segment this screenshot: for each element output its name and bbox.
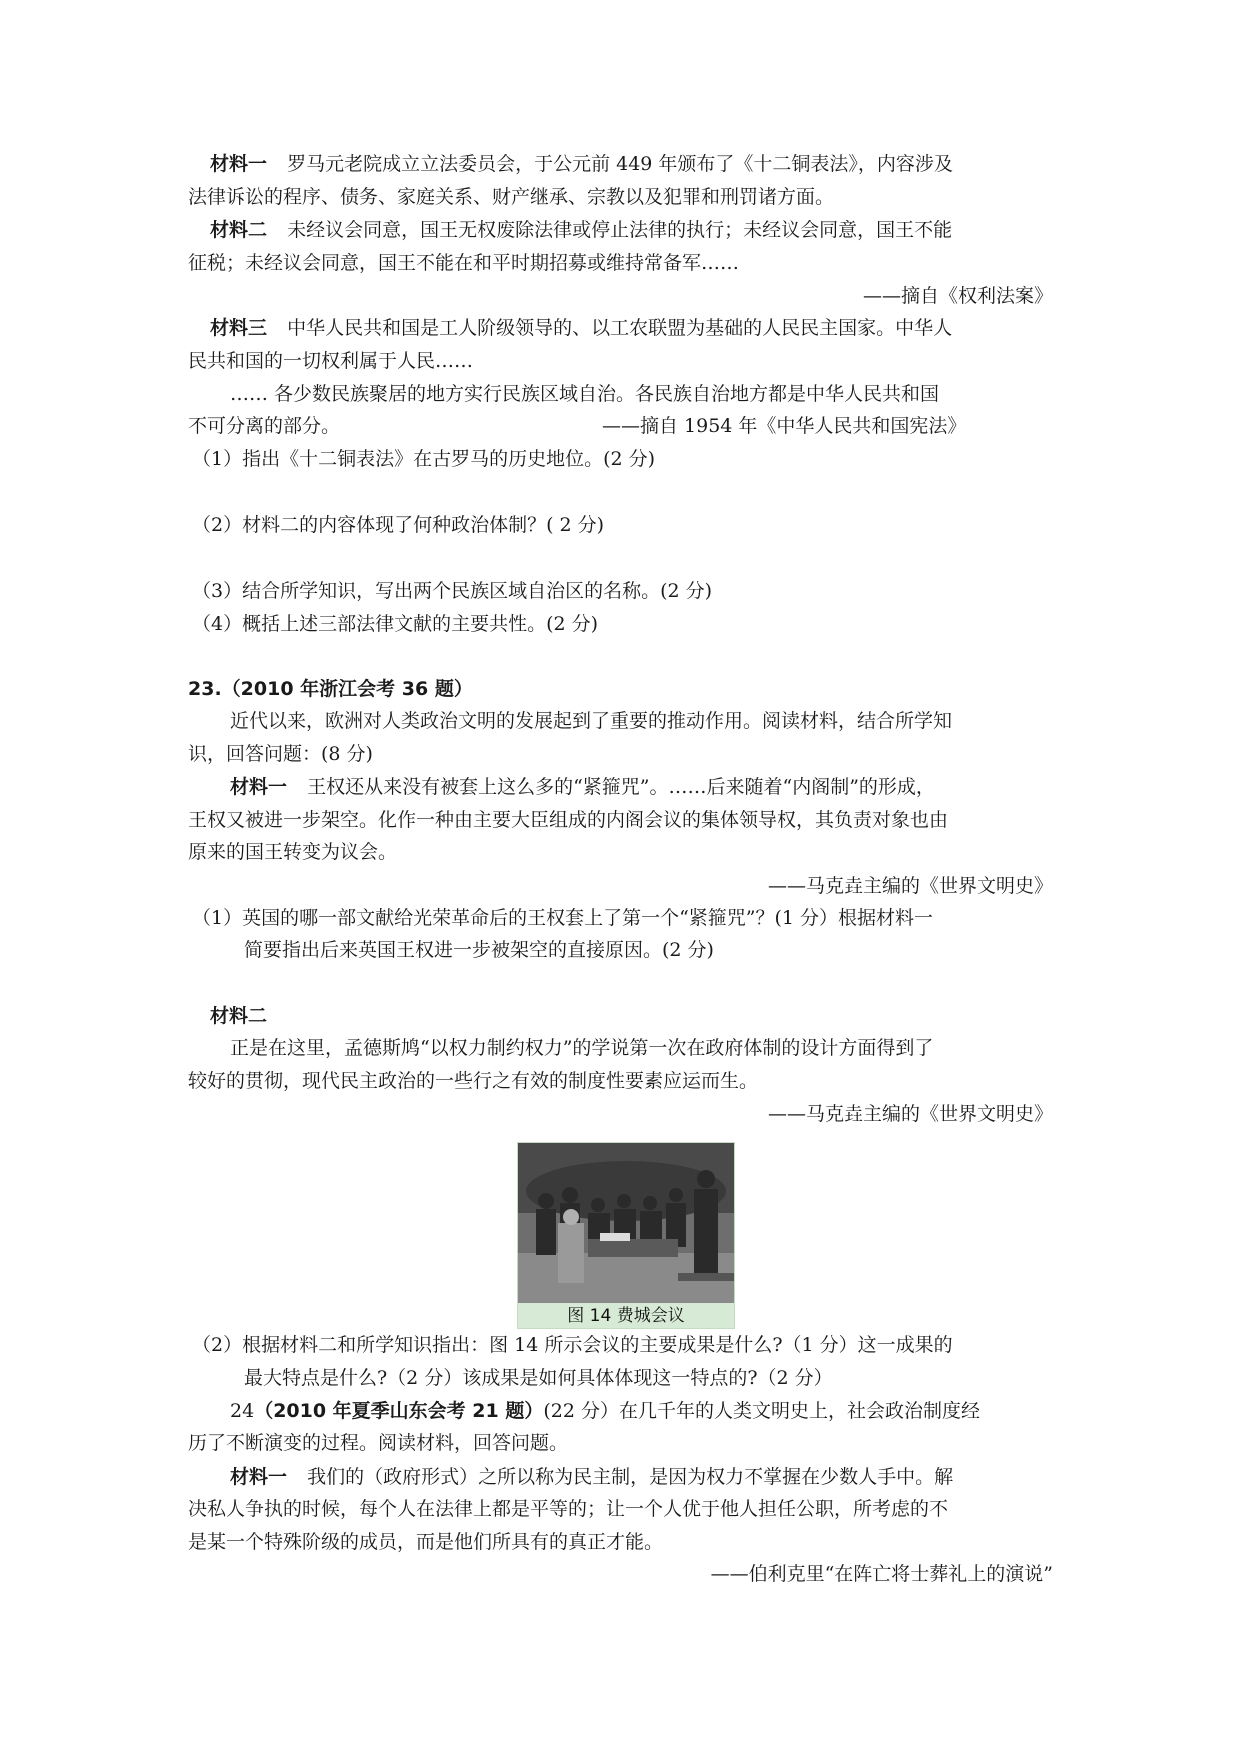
- material-text: 中华人民共和国是工人阶级领导的、以工农联盟为基础的人民民主国家。中华人: [287, 317, 953, 339]
- material-3-line-2: 民共和国的一切权利属于人民……: [188, 350, 474, 372]
- q24-material-1-source: ——伯利克里“在阵亡将士葬礼上的演说”: [710, 1563, 1053, 1585]
- question-23-intro-1: 近代以来，欧洲对人类政治文明的发展起到了重要的推动作用。阅读材料，结合所学知: [230, 710, 953, 732]
- material-3-line-4: 不可分离的部分。: [188, 415, 341, 437]
- philadelphia-convention-figure: [517, 1142, 735, 1329]
- question-23-heading: 23.（2010 年浙江会考 36 题）: [188, 678, 473, 700]
- question-3: （3）结合所学知识，写出两个民族区域自治区的名称。(2 分): [192, 580, 713, 602]
- material-label: 材料二: [210, 219, 268, 241]
- material-text: 我们的（政府形式）之所以称为民主制，是因为权力不掌握在少数人手中。解: [307, 1466, 954, 1488]
- material-label: 材料三: [210, 317, 268, 339]
- q23-question-1-line-1: （1）英国的哪一部文献给光荣革命后的王权套上了第一个“紧箍咒”？(1 分）根据材料一: [192, 907, 934, 929]
- question-1: （1）指出《十二铜表法》在古罗马的历史地位。(2 分): [192, 448, 656, 470]
- material-label: 材料一: [210, 153, 268, 175]
- q23-material-2-line-1: 正是在这里，孟德斯鸠“以权力制约权力”的学说第一次在政府体制的设计方面得到了: [230, 1037, 934, 1059]
- material-2-line-2: 征税；未经议会同意，国王不能在和平时期招募或维持常备军……: [188, 252, 740, 274]
- material-2-line-1: [210, 218, 952, 242]
- q23-material-2-line-2: 较好的贯彻，现代民主政治的一些行之有效的制度性要素应运而生。: [188, 1070, 759, 1092]
- material-text: 未经议会同意，国王无权废除法律或停止法律的执行；未经议会同意，国王不能: [287, 219, 953, 241]
- q23-question-2-line-1: （2）根据材料二和所学知识指出：图 14 所示会议的主要成果是什么?（1 分）这一成果的: [192, 1334, 953, 1356]
- material-text: 王权还从来没有被套上这么多的“紧箍咒”。……后来随着“内阁制”的形成，: [307, 776, 935, 798]
- q23-material-1-line-3: 原来的国王转变为议会。: [188, 841, 398, 863]
- material-text: 罗马元老院成立立法委员会，于公元前 449 年颁布了《十二铜表法》，内容涉及: [287, 153, 953, 175]
- material-1-line-1: [210, 152, 953, 176]
- question-24-source: （2010 年夏季山东会考 21 题）: [254, 1400, 544, 1422]
- question-2: （2）材料二的内容体现了何种政治体制？( 2 分): [192, 514, 605, 536]
- q24-material-1-line-2: 决私人争执的时候，每个人在法律上都是平等的；让一个人优于他人担任公职，所考虑的不: [188, 1498, 949, 1520]
- material-label: 材料一: [230, 1466, 288, 1488]
- material-3-source: ——摘自 1954 年《中华人民共和国宪法》: [602, 415, 967, 437]
- question-24-number: 24: [230, 1400, 255, 1422]
- q23-material-2-source: ——马克垚主编的《世界文明史》: [767, 1103, 1053, 1125]
- question-24-heading-text: (22 分）在几千年的人类文明史上，社会政治制度经: [543, 1400, 980, 1422]
- material-1-line-2: 法律诉讼的程序、债务、家庭关系、财产继承、宗教以及犯罪和刑罚诸方面。: [188, 186, 835, 208]
- q23-material-1-line-2: 王权又被进一步架空。化作一种由主要大臣组成的内阁会议的集体领导权，其负责对象也由: [188, 809, 949, 831]
- question-24-heading: [230, 1399, 980, 1423]
- painting-illustration: [518, 1143, 734, 1303]
- question-24-line-2: 历了不断演变的过程。阅读材料，回答问题。: [188, 1432, 569, 1454]
- q24-material-1-line-3: 是某一个特殊阶级的成员，而是他们所具有的真正才能。: [188, 1531, 664, 1553]
- q23-question-1-line-2: 简要指出后来英国王权进一步被架空的直接原因。(2 分): [244, 939, 714, 961]
- material-label: 材料一: [230, 776, 288, 798]
- material-3-line-1: [210, 316, 952, 340]
- q23-question-2-line-2: 最大特点是什么?（2 分）该成果是如何具体体现这一特点的?（2 分）: [244, 1367, 833, 1389]
- figure-caption: 图 14 费城会议: [567, 1306, 685, 1326]
- q23-material-1-line-1: [230, 775, 935, 799]
- q24-material-1-line-1: [230, 1465, 953, 1489]
- q23-material-2-label: 材料二: [210, 1005, 268, 1027]
- material-2-source: ——摘自《权利法案》: [862, 285, 1053, 307]
- q23-material-1-source: ——马克垚主编的《世界文明史》: [767, 875, 1053, 897]
- material-3-line-3: …… 各少数民族聚居的地方实行民族区域自治。各民族自治地方都是中华人民共和国: [230, 383, 940, 405]
- question-4: （4）概括上述三部法律文献的主要共性。(2 分): [192, 613, 599, 635]
- question-23-intro-2: 识，回答问题：(8 分): [188, 743, 373, 765]
